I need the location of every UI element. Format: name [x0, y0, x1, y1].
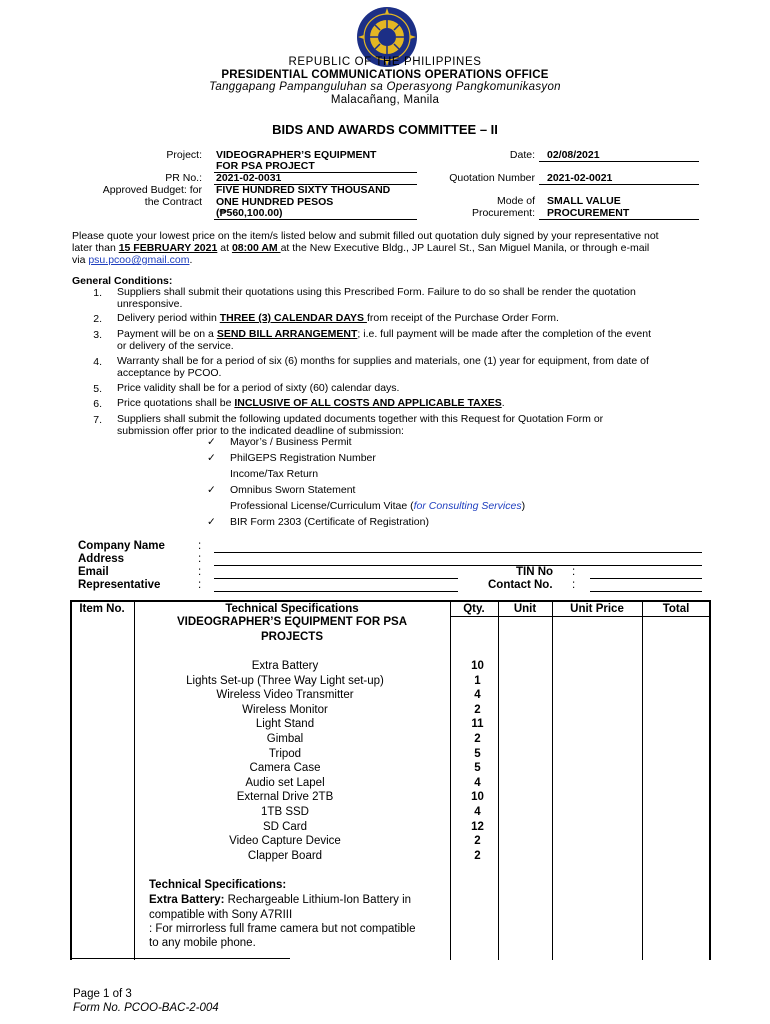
item-name: Tripod — [268, 747, 302, 760]
item-qty: 2 — [474, 703, 481, 716]
tech-spec-line4: to any mobile phone. — [149, 937, 256, 949]
condition-6: Price quotations shall be INCLUSIVE OF ALL COSTS AND APPLICABLE TAXES. — [117, 397, 505, 409]
office-name-tagalog: Tanggapang Pampanguluhan sa Operasyong Pangkomunikasyon — [209, 81, 561, 93]
item-name: Video Capture Device — [229, 835, 341, 848]
colon: : — [198, 566, 202, 578]
condition-7: Suppliers shall submit the following updated documents together with this Request for Quotation Form or submission offer prior to the indicated deadline of submission: — [117, 413, 604, 437]
colon: : — [198, 579, 202, 591]
tech-spec-heading: Technical Specifications: — [149, 879, 287, 891]
budget-value-line2: ONE HUNDRED PESOS — [216, 196, 334, 208]
table-column-divider — [642, 600, 643, 960]
item-name: Light Stand — [255, 718, 315, 731]
item-qty: 4 — [474, 806, 481, 818]
project-value-line2: FOR PSA PROJECT — [214, 160, 417, 173]
email-label: Email — [78, 566, 109, 578]
checkmark-icon: ✓ — [207, 516, 216, 528]
item-name: Audio set Lapel — [245, 776, 325, 789]
condition-2: Delivery period within THREE (3) CALENDAR DAYS from receipt of the Purchase Order Form. — [117, 312, 559, 324]
checkmark-icon: ✓ — [207, 436, 216, 448]
document-item: Income/Tax Return — [230, 468, 319, 480]
pr-label: PR No.: — [165, 172, 202, 184]
budget-label-line1: Approved Budget: for — [102, 184, 202, 196]
item-name: Gimbal — [266, 733, 304, 745]
representative-label: Representative — [78, 579, 161, 591]
column-header: Technical Specifications — [225, 603, 359, 615]
consulting-note: for Consulting Services — [413, 500, 522, 512]
column-header: Unit — [513, 603, 537, 615]
item-qty: 12 — [471, 820, 484, 833]
republic-heading: REPUBLIC OF THE PHILIPPINES — [288, 56, 482, 68]
document-item: Mayor’s / Business Permit — [230, 436, 352, 448]
tech-spec-line2: compatible with Sony A7RIII — [149, 909, 293, 921]
condition-number: 3. — [93, 329, 102, 341]
tin-field[interactable] — [590, 578, 702, 579]
colon: : — [572, 579, 576, 591]
budget-value-line1: FIVE HUNDRED SIXTY THOUSAND — [216, 184, 391, 196]
mode-value-line1: SMALL VALUE — [547, 195, 621, 207]
budget-value-line3: (₱560,100.00) — [214, 207, 417, 220]
form-number: Form No. PCOO-BAC-2-004 — [73, 1002, 219, 1014]
item-name: Lights Set-up (Three Way Light set-up) — [186, 674, 384, 687]
item-qty: 2 — [474, 733, 481, 745]
checkmark-icon: ✓ — [207, 484, 216, 496]
item-name: SD Card — [262, 820, 308, 833]
colon: : — [198, 540, 202, 552]
representative-field[interactable] — [214, 591, 458, 592]
date-value: 02/08/2021 — [539, 149, 699, 162]
document-item: BIR Form 2303 (Certificate of Registration) — [230, 516, 429, 528]
mode-value-line2: PROCUREMENT — [539, 207, 699, 220]
instructions-line1: Please quote your lowest price on the item/s listed below and submit filled out quotation duly signed by your representative not — [72, 230, 659, 242]
footer-separator — [70, 958, 290, 959]
contact-field[interactable] — [590, 591, 702, 592]
tech-spec-line3: : For mirrorless full frame camera but not compatible — [149, 923, 416, 935]
instructions-line2: later than 15 FEBRUARY 2021 at 08:00 AM at the New Executive Bldg., JP Laurel St., San Miguel Manila, or through e-mail — [72, 242, 650, 254]
project-value-line1: VIDEOGRAPHER’S EQUIPMENT — [216, 149, 377, 161]
deadline-date: 15 FEBRUARY 2021 — [118, 242, 218, 254]
column-header: Unit Price — [570, 603, 624, 615]
item-name: Clapper Board — [247, 849, 323, 862]
instructions-line3: via psu.pcoo@gmail.com. — [72, 254, 193, 266]
document-item: Omnibus Sworn Statement — [230, 484, 356, 496]
item-qty: 1 — [474, 674, 481, 687]
table-border — [709, 600, 711, 960]
office-location: Malacañang, Manila — [330, 94, 440, 106]
item-qty: 5 — [474, 762, 481, 775]
column-header: Total — [662, 603, 690, 615]
quotation-number-value: 2021-02-0021 — [539, 172, 699, 185]
item-qty: 2 — [474, 849, 481, 862]
date-label: Date: — [509, 149, 535, 161]
item-name: Wireless Video Transmitter — [216, 689, 354, 702]
group-title-line1: VIDEOGRAPHER’S EQUIPMENT FOR PSA — [176, 616, 408, 628]
table-column-divider — [552, 600, 553, 960]
item-name: External Drive 2TB — [236, 791, 334, 804]
mode-label-line1: Mode of — [497, 195, 535, 207]
condition-number: 7. — [93, 414, 102, 426]
item-qty: 10 — [471, 791, 484, 804]
address-label: Address — [78, 553, 125, 565]
table-column-divider — [450, 600, 451, 960]
tech-spec-line1: Extra Battery: Rechargeable Lithium-Ion Battery in — [149, 894, 412, 906]
column-header: Item No. — [79, 603, 125, 615]
email-field[interactable] — [214, 578, 458, 579]
address-field[interactable] — [214, 565, 702, 566]
general-conditions-heading: General Conditions: — [72, 275, 173, 287]
checkmark-icon: ✓ — [207, 452, 216, 464]
condition-number: 6. — [93, 398, 102, 410]
item-qty: 4 — [474, 776, 481, 789]
condition-3: Payment will be on a SEND BILL ARRANGEMENT; i.e. full payment will be made after the completion of the event or delivery of the service. — [117, 328, 651, 352]
condition-1: Suppliers shall submit their quotations using this Prescribed Form. Failure to do so shall be render the quotation unresponsive. — [117, 286, 636, 310]
item-qty: 10 — [471, 660, 484, 672]
condition-number: 5. — [93, 383, 102, 395]
project-label: Project: — [166, 149, 202, 161]
item-name: 1TB SSD — [261, 806, 309, 818]
table-border — [70, 600, 72, 960]
item-qty: 11 — [471, 718, 484, 731]
office-name: PRESIDENTIAL COMMUNICATIONS OPERATIONS OFFICE — [221, 69, 549, 81]
deadline-time: 08:00 AM — [231, 242, 281, 254]
column-header: Qty. — [463, 603, 485, 615]
table-top-border — [70, 600, 710, 602]
contact-label: Contact No. — [488, 579, 553, 591]
group-title-line2: PROJECTS — [261, 631, 323, 643]
item-qty: 2 — [474, 835, 481, 848]
budget-label-line2: the Contract — [144, 196, 202, 208]
condition-number: 1. — [93, 287, 102, 299]
email-link[interactable]: psu.pcoo@gmail.com — [88, 254, 190, 266]
colon: : — [198, 553, 202, 565]
company-name-label: Company Name — [78, 540, 165, 552]
tin-label: TIN No — [516, 566, 554, 578]
item-qty: 4 — [474, 689, 481, 702]
colon: : — [572, 566, 576, 578]
pr-value: 2021-02-0031 — [214, 172, 417, 185]
document-title: BIDS AND AWARDS COMMITTEE – II — [272, 122, 498, 137]
condition-5: Price validity shall be for a period of sixty (60) calendar days. — [117, 382, 400, 394]
item-name: Camera Case — [249, 762, 321, 775]
document-item: Professional License/Curriculum Vitae (for Consulting Services) — [230, 500, 526, 512]
page-number: Page 1 of 3 — [73, 988, 132, 1000]
condition-number: 2. — [93, 313, 102, 325]
document-item: PhilGEPS Registration Number — [230, 452, 376, 464]
header-divider — [450, 616, 709, 617]
item-qty: 5 — [474, 747, 481, 760]
condition-4: Warranty shall be for a period of six (6) months for supplies and materials, one (1) year for equipment, from date of acceptance by PCOO. — [117, 355, 649, 379]
item-name: Extra Battery — [251, 660, 319, 672]
company-name-field[interactable] — [214, 552, 702, 553]
mode-label-line2: Procurement: — [471, 207, 535, 219]
quotation-number-label: Quotation Number — [449, 172, 535, 184]
item-name: Wireless Monitor — [242, 703, 328, 716]
condition-number: 4. — [93, 356, 102, 368]
